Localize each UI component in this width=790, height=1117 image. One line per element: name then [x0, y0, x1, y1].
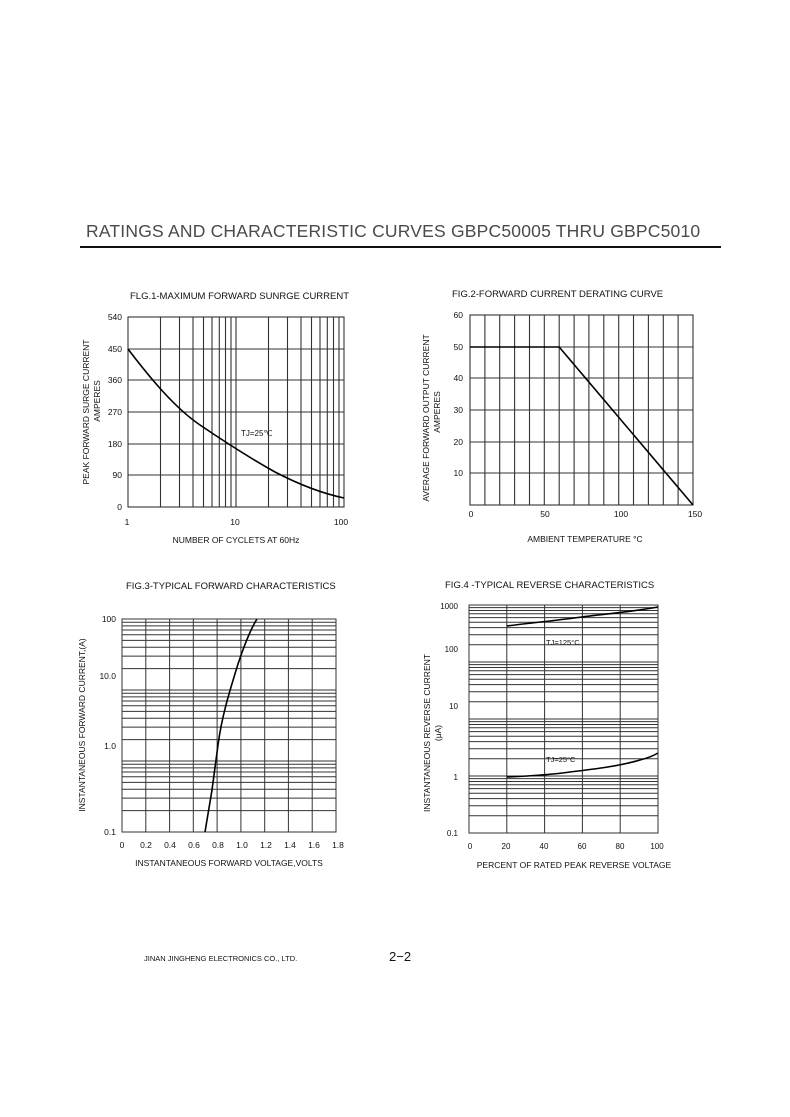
- svg-text:540: 540: [107, 312, 122, 322]
- fig4-ylabel: INSTANTANEOUS REVERSE CURRENT: [422, 654, 432, 812]
- svg-text:0: 0: [468, 509, 474, 519]
- svg-text:0: 0: [467, 842, 473, 851]
- svg-text:20: 20: [453, 437, 463, 447]
- svg-text:10: 10: [230, 517, 240, 527]
- fig1-axis-labels: [81, 312, 348, 545]
- page-title: RATINGS AND CHARACTERISTIC CURVES GBPC50005 THRU GBPC5010: [86, 221, 701, 241]
- fig1-chart: [128, 317, 344, 507]
- svg-text:100: 100: [650, 842, 664, 851]
- page-number: 2−2: [389, 949, 412, 964]
- svg-text:0.2: 0.2: [140, 840, 152, 850]
- svg-text:50: 50: [540, 509, 550, 519]
- svg-text:40: 40: [539, 842, 549, 851]
- svg-text:0.8: 0.8: [212, 840, 224, 850]
- svg-text:1.0: 1.0: [236, 840, 248, 850]
- fig1-xlabel: NUMBER OF CYCLETS AT 60Hz: [172, 535, 300, 545]
- svg-text:20: 20: [501, 842, 511, 851]
- svg-text:0.1: 0.1: [446, 829, 458, 838]
- svg-text:360: 360: [107, 375, 122, 385]
- svg-text:60: 60: [577, 842, 587, 851]
- svg-text:1: 1: [453, 773, 458, 782]
- fig1-annotation: TJ=25℃: [241, 429, 273, 438]
- svg-text:100: 100: [333, 517, 349, 527]
- fig2-xlabel: AMBIENT TEMPERATURE °C: [527, 534, 643, 544]
- svg-text:0: 0: [119, 840, 125, 850]
- fig2-ylabel: AVERAGE FORWARD OUTPUT CURRENT: [421, 334, 431, 502]
- svg-text:(μA): (μA): [433, 724, 443, 742]
- fig3-xlabel: INSTANTANEOUS FORWARD VOLTAGE,VOLTS: [135, 858, 323, 868]
- svg-text:1.4: 1.4: [284, 840, 296, 850]
- svg-text:1.0: 1.0: [104, 741, 116, 751]
- svg-text:AMPERES: AMPERES: [432, 391, 442, 433]
- svg-text:100: 100: [444, 645, 458, 654]
- svg-text:10.0: 10.0: [99, 671, 116, 681]
- fig3-ylabel: INSTANTANEOUS FORWARD CURRENT,(A): [77, 638, 87, 812]
- svg-text:30: 30: [453, 405, 463, 415]
- svg-text:0.6: 0.6: [188, 840, 200, 850]
- fig4-title: FIG.4 -TYPICAL REVERSE CHARACTERISTICS: [445, 580, 655, 591]
- svg-text:50: 50: [453, 342, 463, 352]
- fig2-chart: [470, 315, 693, 505]
- svg-text:1.2: 1.2: [260, 840, 272, 850]
- svg-text:10: 10: [453, 468, 463, 478]
- svg-text:1000: 1000: [440, 602, 458, 611]
- svg-text:0.4: 0.4: [164, 840, 176, 850]
- svg-text:80: 80: [615, 842, 625, 851]
- fig3-chart: [122, 619, 336, 832]
- svg-text:1.8: 1.8: [332, 840, 344, 850]
- svg-text:100: 100: [613, 509, 629, 519]
- svg-text:0.1: 0.1: [104, 827, 116, 837]
- svg-text:40: 40: [453, 373, 463, 383]
- svg-text:60: 60: [453, 310, 463, 320]
- svg-text:0: 0: [117, 502, 122, 512]
- fig1-title: FLG.1-MAXIMUM FORWARD SUNRGE CURRENT: [130, 291, 350, 302]
- fig3-axis-labels: [77, 614, 344, 868]
- fig2-axis-labels: [421, 310, 702, 544]
- fig4-xlabel: PERCENT OF RATED PEAK REVERSE VOLTAGE: [476, 860, 672, 870]
- svg-text:90: 90: [112, 470, 122, 480]
- svg-text:100: 100: [101, 614, 116, 624]
- fig3-title: FIG.3-TYPICAL FORWARD CHARACTERISTICS: [126, 581, 336, 592]
- svg-text:150: 150: [687, 509, 703, 519]
- svg-text:450: 450: [107, 344, 122, 354]
- svg-text:AMPERES: AMPERES: [92, 380, 102, 422]
- svg-text:180: 180: [107, 439, 122, 449]
- fig1-ylabel: PEAK FORWARD SURGE CURRENT: [81, 339, 91, 485]
- footer-company: JINAN JINGHENG ELECTRONICS CO., LTD.: [144, 954, 298, 963]
- fig4-annotation-25c: TJ=25°C: [546, 755, 576, 764]
- svg-text:1.6: 1.6: [308, 840, 320, 850]
- svg-text:270: 270: [107, 407, 122, 417]
- fig2-title: FIG.2-FORWARD CURRENT DERATING CURVE: [452, 289, 664, 300]
- svg-text:10: 10: [449, 702, 458, 711]
- svg-text:1: 1: [124, 517, 130, 527]
- fig4-annotation-125c: TJ=125°C: [546, 638, 580, 647]
